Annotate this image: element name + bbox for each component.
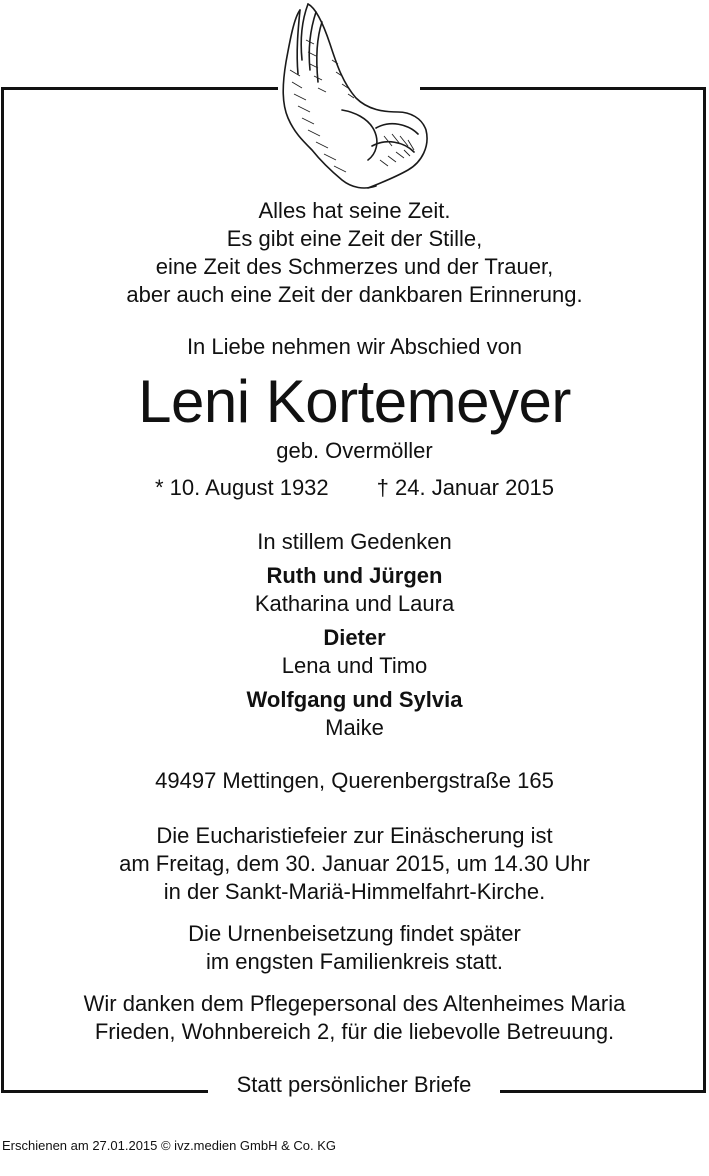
mourner-main: Ruth und Jürgen	[266, 563, 443, 588]
verse-line: aber auch eine Zeit der dankbaren Erinnerung.	[126, 282, 583, 307]
burial-line: im engsten Familienkreis statt.	[205, 949, 504, 974]
mourner-sub: Maike	[325, 715, 384, 740]
thanks-line: Frieden, Wohnbereich 2, für die liebevolle Betreuung.	[94, 1019, 615, 1044]
verse-line: eine Zeit des Schmerzes und der Trauer,	[155, 254, 554, 279]
birth-date: * 10. August 1932	[154, 475, 329, 500]
intro-text: In Liebe nehmen wir Abschied von	[186, 334, 523, 359]
verse-line: Alles hat seine Zeit.	[258, 198, 451, 223]
mourner-main: Dieter	[323, 625, 386, 650]
birth-name: geb. Overmöller	[276, 438, 433, 463]
burial-line: Die Urnenbeisetzung findet später	[188, 921, 521, 946]
address: 49497 Mettingen, Querenbergstraße 165	[155, 768, 554, 793]
service-line: in der Sankt-Mariä-Himmelfahrt-Kirche.	[163, 879, 546, 904]
service-line: am Freitag, dem 30. Januar 2015, um 14.30 Uhr	[119, 851, 590, 876]
mourner-sub: Katharina und Laura	[254, 591, 455, 616]
mourner-sub: Lena und Timo	[281, 653, 428, 678]
mourner-main: Wolfgang und Sylvia	[246, 687, 463, 712]
life-dates	[0, 474, 709, 502]
deceased-name: Leni Kortemeyer	[138, 368, 571, 435]
praying-hands-icon	[272, 0, 432, 192]
closing-note: Statt persönlicher Briefe	[236, 1072, 472, 1097]
mourners-intro: In stillem Gedenken	[257, 529, 452, 554]
publication-credit: Erschienen am 27.01.2015 © ivz.medien GmbH & Co. KG	[2, 1138, 337, 1153]
service-line: Die Eucharistiefeier zur Einäscherung ist	[156, 823, 553, 848]
thanks-line: Wir danken dem Pflegepersonal des Altenheimes Maria	[83, 991, 626, 1016]
death-date: † 24. Januar 2015	[376, 475, 555, 500]
verse-line: Es gibt eine Zeit der Stille,	[226, 226, 483, 251]
